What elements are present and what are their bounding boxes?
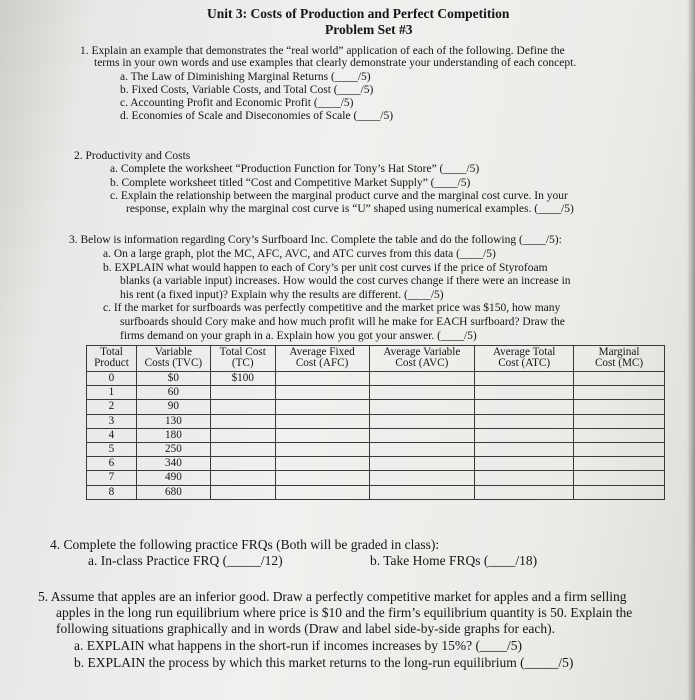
- table-cell: [210, 442, 275, 456]
- table-cell: [475, 400, 574, 414]
- table-cell: [210, 386, 275, 400]
- table-cell: [275, 471, 369, 485]
- table-cell: [574, 442, 665, 456]
- q3-item-c-line2: surfboards should Cory make and how much profit will he make for EACH surfboard? Draw the: [120, 316, 565, 328]
- table-cell: [210, 485, 275, 499]
- q3-item-c-line3: firms demand on your graph in a. Explain how you got your answer. (____/5): [120, 330, 477, 342]
- table-cell: [369, 428, 475, 442]
- table-cell: [574, 471, 665, 485]
- q3-item-b-line3: his rent (a fixed input)? Explain why the results are different. (____/5): [120, 289, 444, 301]
- q5-text-line2: apples in the long run equilibrium where price is $10 and the firm’s equilibrium quantity is 50. Explain the: [56, 605, 633, 620]
- table-cell: [275, 428, 369, 442]
- table-cell: [574, 485, 665, 499]
- table-cell: [475, 372, 574, 386]
- page-edge-shadow: [687, 0, 695, 700]
- table-cell: 90: [136, 400, 210, 414]
- table-cell: [210, 400, 275, 414]
- table-cell: [275, 457, 369, 471]
- table-row: [87, 372, 665, 386]
- header-avc: Average Variable Cost (AVC): [369, 346, 475, 372]
- q4-text: 4. Complete the following practice FRQs (Both will be graded in class):: [50, 537, 440, 552]
- table-cell: [369, 414, 475, 428]
- q2-item-c-line1: c. Explain the relationship between the marginal product curve and the marginal cost curve. In your: [110, 190, 568, 202]
- table-header-row: [87, 346, 665, 372]
- q5-text-line3: following situations graphically and in words (Draw and label side-by-side graphs for each).: [56, 621, 555, 636]
- table-cell: [475, 442, 574, 456]
- header-mc: Marginal Cost (MC): [574, 346, 665, 372]
- q1-text-line2: terms in your own words and use examples that clearly demonstrate your understanding of each concept.: [94, 57, 577, 69]
- table-cell: [369, 471, 475, 485]
- q4-item-a: a. In-class Practice FRQ (_____/12): [88, 553, 283, 568]
- table-cell: [475, 471, 574, 485]
- table-cell: $0: [136, 372, 210, 386]
- q2-item-c-line2: response, explain why the marginal cost curve is “U” shaped using numerical examples. (____/5): [126, 203, 574, 215]
- table-cell: 180: [136, 428, 210, 442]
- table-cell: 490: [136, 471, 210, 485]
- table-cell: [275, 386, 369, 400]
- table-cell: [475, 386, 574, 400]
- table-cell: [475, 457, 574, 471]
- header-total-product: Total Product: [87, 346, 137, 372]
- table-cell: 680: [136, 485, 210, 499]
- table-cell: [475, 485, 574, 499]
- table-cell: 0: [87, 372, 137, 386]
- q3-item-b-line2: blanks (a variable input) increases. How would the cost curves change if there were an increase in: [120, 275, 571, 287]
- table-cell: [574, 372, 665, 386]
- table-cell: [369, 442, 475, 456]
- table-cell: $100: [210, 372, 275, 386]
- table-cell: 3: [87, 414, 137, 428]
- table-cell: [210, 428, 275, 442]
- header-atc: Average Total Cost (ATC): [475, 346, 574, 372]
- table-cell: [475, 428, 574, 442]
- table-cell: [275, 400, 369, 414]
- header-tc: Total Cost (TC): [210, 346, 275, 372]
- table-cell: [210, 471, 275, 485]
- q1-item-c: c. Accounting Profit and Economic Profit (____/5): [120, 97, 354, 109]
- table-cell: [210, 414, 275, 428]
- q3-item-a: a. On a large graph, plot the MC, AFC, AVC, and ATC curves from this data (____/5): [103, 248, 496, 260]
- table-cell: 250: [136, 442, 210, 456]
- table-row: [87, 485, 665, 499]
- table-cell: 6: [87, 457, 137, 471]
- header-tvc: Variable Costs (TVC): [136, 346, 210, 372]
- header-afc: Average Fixed Cost (AFC): [275, 346, 369, 372]
- q5-item-a: a. EXPLAIN what happens in the short-run if incomes increases by 15%? (____/5): [74, 638, 523, 653]
- table-cell: 340: [136, 457, 210, 471]
- table-cell: [210, 457, 275, 471]
- q2-item-a: a. Complete the worksheet “Production Function for Tony’s Hat Store” (____/5): [110, 163, 480, 175]
- page-subtitle: Problem Set #3: [325, 22, 413, 37]
- table-row: [87, 428, 665, 442]
- table-cell: [275, 442, 369, 456]
- table-cell: 8: [87, 485, 137, 499]
- q5-item-b: b. EXPLAIN the process by which this market returns to the long-run equilibrium (_____/5): [74, 655, 574, 670]
- table-cell: [369, 457, 475, 471]
- q1-item-b: b. Fixed Costs, Variable Costs, and Total Cost (____/5): [120, 84, 374, 96]
- table-cell: 2: [87, 400, 137, 414]
- q5-text-line1: 5. Assume that apples are an inferior good. Draw a perfectly competitive market for apples and a firm selling: [38, 589, 627, 604]
- table-row: [87, 386, 665, 400]
- q2-item-b: b. Complete worksheet titled “Cost and Competitive Market Supply” (____/5): [110, 177, 471, 189]
- cost-table: [86, 345, 665, 500]
- table-cell: [369, 485, 475, 499]
- table-row: [87, 442, 665, 456]
- q3-item-c-line1: c. If the market for surfboards was perfectly competitive and the market price was $150, how many: [103, 302, 561, 314]
- table-cell: [574, 414, 665, 428]
- table-cell: 1: [87, 386, 137, 400]
- table-cell: 60: [136, 386, 210, 400]
- q4-item-b: b. Take Home FRQs (____/18): [370, 553, 538, 568]
- table-cell: 5: [87, 442, 137, 456]
- table-row: [87, 471, 665, 485]
- table-cell: [574, 457, 665, 471]
- table-cell: [574, 428, 665, 442]
- table-cell: 4: [87, 428, 137, 442]
- table-row: [87, 457, 665, 471]
- q1-item-d: d. Economies of Scale and Diseconomies of Scale (____/5): [120, 110, 394, 122]
- table-cell: [369, 372, 475, 386]
- q3-item-b-line1: b. EXPLAIN what would happen to each of Cory’s per unit cost curves if the price of Styrofoam: [103, 262, 548, 274]
- table-row: [87, 400, 665, 414]
- table-cell: [275, 414, 369, 428]
- table-row: [87, 414, 665, 428]
- table-cell: [574, 386, 665, 400]
- q1-text-line1: 1. Explain an example that demonstrates the “real world” application of each of the following. Define the: [80, 45, 565, 57]
- table-cell: [574, 400, 665, 414]
- table-cell: [475, 414, 574, 428]
- page-title: Unit 3: Costs of Production and Perfect Competition: [207, 6, 510, 21]
- table-cell: 7: [87, 471, 137, 485]
- table-cell: [369, 400, 475, 414]
- q1-item-a: a. The Law of Diminishing Marginal Returns (____/5): [120, 71, 371, 83]
- q2-text: 2. Productivity and Costs: [74, 150, 191, 162]
- table-cell: [369, 386, 475, 400]
- q3-text: 3. Below is information regarding Cory’s Surfboard Inc. Complete the table and do the following (____/5):: [69, 234, 562, 246]
- table-cell: [275, 372, 369, 386]
- table-cell: [275, 485, 369, 499]
- table-cell: 130: [136, 414, 210, 428]
